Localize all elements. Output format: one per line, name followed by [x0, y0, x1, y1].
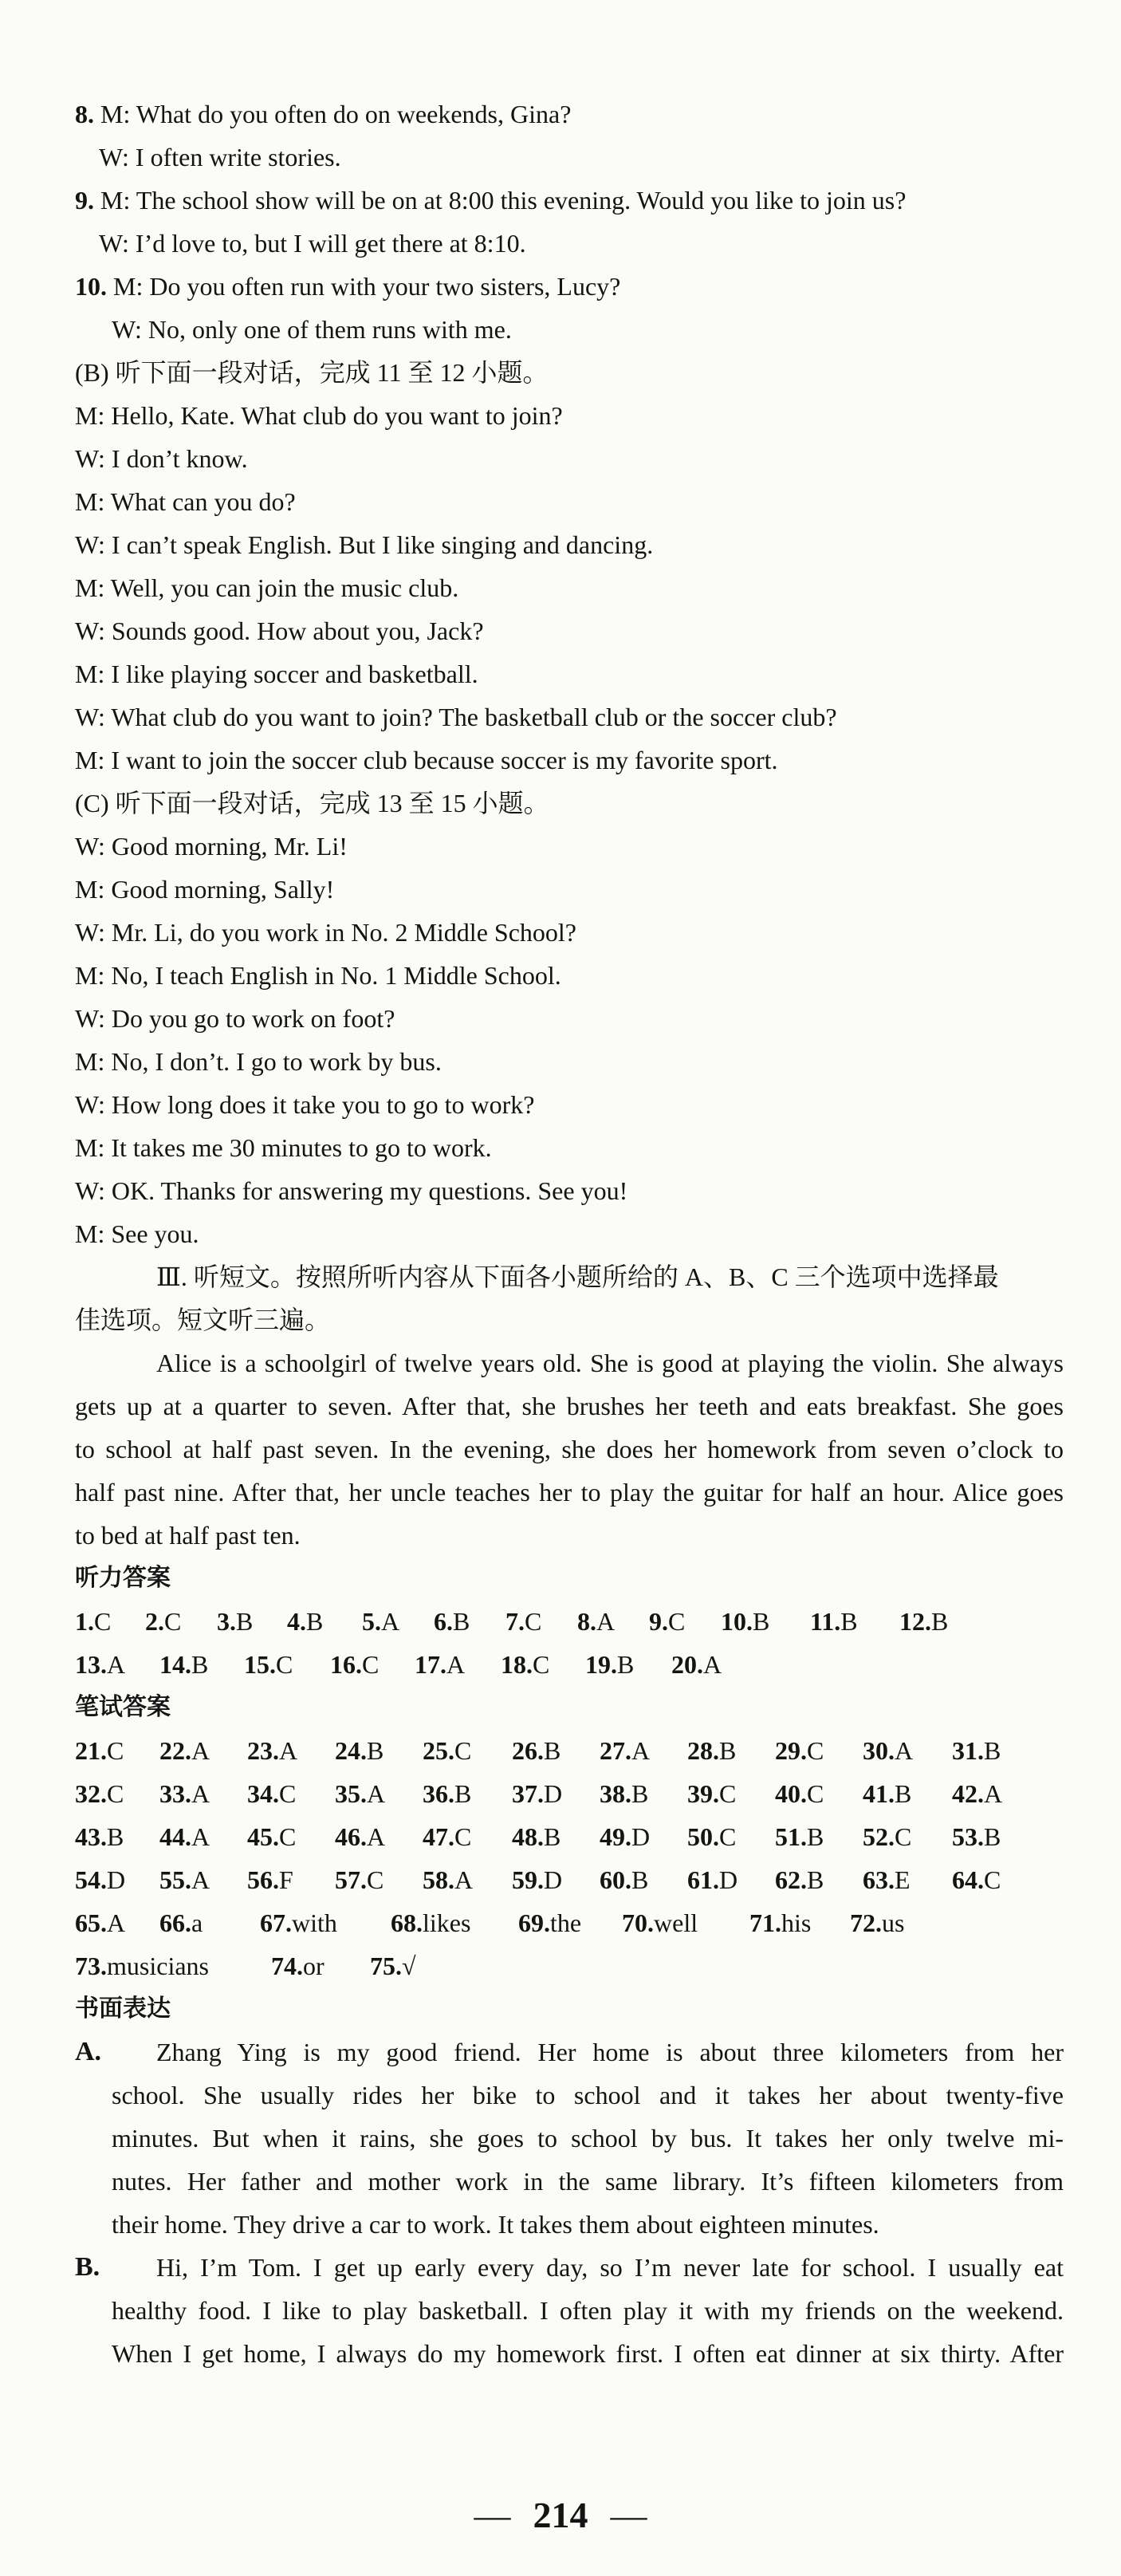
answer-value: C — [807, 1779, 824, 1808]
answer-value: B — [984, 1736, 1001, 1765]
answer-value: B — [236, 1607, 254, 1636]
answer-item — [512, 1815, 560, 1858]
answer-item — [863, 1772, 911, 1815]
answer-value: C — [107, 1736, 124, 1765]
answer-row — [0, 1729, 1121, 1772]
answer-value: C — [107, 1779, 124, 1808]
answer-item — [863, 1815, 911, 1858]
answer-value: B — [631, 1865, 649, 1894]
answer-value: A — [631, 1736, 651, 1765]
answer-item — [600, 1729, 650, 1772]
answer-number: 65. — [75, 1908, 107, 1937]
answer-row — [0, 1901, 1121, 1944]
answer-value: C — [94, 1607, 112, 1636]
answer-value: E — [895, 1865, 911, 1894]
dialog-line: W: Do you go to work on foot? — [75, 1004, 395, 1033]
answer-number: 29. — [775, 1736, 807, 1765]
answer-number: 23. — [247, 1736, 279, 1765]
answer-item — [749, 1901, 811, 1944]
listening-answers-title: 听力答案 — [75, 1564, 171, 1592]
answer-number: 40. — [775, 1779, 807, 1808]
answer-item — [330, 1643, 379, 1686]
answer-item — [671, 1643, 722, 1686]
writing-title: 书面表达 — [75, 1995, 171, 2023]
answer-item — [501, 1643, 549, 1686]
page-number-text: 214 — [533, 2495, 588, 2535]
answer-number: 64. — [952, 1865, 984, 1894]
answer-row — [0, 1858, 1121, 1901]
essay-line: minutes. But when it rains, she goes to school by bus. It takes her only twelve mi- — [112, 2124, 1064, 2153]
dialog-line: W: Sounds good. How about you, Jack? — [75, 616, 484, 645]
answer-number: 51. — [775, 1822, 807, 1851]
answer-item — [75, 1772, 124, 1815]
answer-item — [75, 1944, 209, 1987]
answer-value: C — [807, 1736, 824, 1765]
answer-item — [687, 1772, 736, 1815]
answer-number: 20. — [671, 1650, 703, 1679]
answer-number: 3. — [217, 1607, 236, 1636]
answer-number: 45. — [247, 1822, 279, 1851]
answer-value: C — [279, 1779, 297, 1808]
answer-value: D — [719, 1865, 738, 1894]
answer-value: with — [292, 1908, 337, 1937]
answer-item — [423, 1772, 471, 1815]
answer-item — [287, 1600, 323, 1643]
dialog-line: M: It takes me 30 minutes to go to work. — [75, 1133, 492, 1162]
answer-value: B — [719, 1736, 737, 1765]
answer-value: D — [544, 1779, 563, 1808]
answer-value: B — [617, 1650, 635, 1679]
passage-line: gets up at a quarter to seven. After that, she brushes her teeth and eats breakfast. She goes — [75, 1392, 1064, 1420]
dialog-line: W: I’d love to, but I will get there at 8:10. — [99, 229, 526, 258]
answer-number: 28. — [687, 1736, 719, 1765]
answer-value: C — [279, 1822, 297, 1851]
answer-item — [775, 1858, 824, 1901]
answer-item — [512, 1772, 562, 1815]
answer-item — [577, 1600, 615, 1643]
answer-item — [952, 1729, 1001, 1772]
answer-number: 63. — [863, 1865, 895, 1894]
answer-item — [75, 1901, 125, 1944]
answer-number: 36. — [423, 1779, 454, 1808]
answer-item — [75, 1600, 111, 1643]
answer-item — [423, 1729, 471, 1772]
dialog-line: W: What club do you want to join? The basketball club or the soccer club? — [75, 703, 837, 731]
answer-value: B — [753, 1607, 770, 1636]
answer-value: A — [367, 1779, 386, 1808]
answer-value: musicians — [107, 1952, 209, 1980]
dialog-line: M: What can you do? — [75, 487, 296, 516]
answer-number: 43. — [75, 1822, 107, 1851]
dialog-line: M: See you. — [75, 1219, 199, 1248]
answer-item — [505, 1600, 541, 1643]
answer-number: 53. — [952, 1822, 984, 1851]
answer-item — [159, 1643, 208, 1686]
passage-line: to bed at half past ten. — [75, 1521, 301, 1550]
passage-line: Alice is a schoolgirl of twelve years old. She is good at playing the violin. She always — [156, 1349, 1064, 1377]
answer-item — [247, 1815, 296, 1858]
answer-value: B — [631, 1779, 649, 1808]
answer-number: 44. — [159, 1822, 191, 1851]
answer-value: C — [454, 1736, 472, 1765]
answer-value: A — [191, 1865, 210, 1894]
answer-item — [687, 1729, 736, 1772]
answer-number: 42. — [952, 1779, 984, 1808]
answer-number: 35. — [335, 1779, 367, 1808]
answer-value: his — [781, 1908, 812, 1937]
answer-item — [952, 1772, 1002, 1815]
answer-value: D — [544, 1865, 563, 1894]
answer-value: A — [191, 1736, 210, 1765]
answer-value: C — [533, 1650, 550, 1679]
answer-value: C — [719, 1822, 737, 1851]
answer-item — [75, 1729, 124, 1772]
dialog-line: M: Good morning, Sally! — [75, 875, 335, 904]
answer-value: A — [596, 1607, 616, 1636]
answer-number: 70. — [622, 1908, 654, 1937]
answer-value: C — [719, 1779, 737, 1808]
answer-value: or — [303, 1952, 324, 1980]
answer-number: 61. — [687, 1865, 719, 1894]
answer-item — [600, 1858, 648, 1901]
answer-item — [622, 1901, 698, 1944]
answer-value: A — [191, 1779, 210, 1808]
answer-row — [0, 1643, 1121, 1686]
answer-row — [0, 1944, 1121, 1987]
answer-number: 6. — [434, 1607, 453, 1636]
answer-number: 15. — [244, 1650, 276, 1679]
answer-number: 37. — [512, 1779, 544, 1808]
answer-value: A — [703, 1650, 722, 1679]
answer-number: 32. — [75, 1779, 107, 1808]
answer-item — [863, 1858, 911, 1901]
section-3-instruction: 佳选项。短文听三遍。 — [75, 1306, 331, 1334]
answer-item — [391, 1901, 470, 1944]
answer-number: 7. — [505, 1607, 525, 1636]
answer-value: A — [381, 1607, 400, 1636]
answer-value: B — [895, 1779, 912, 1808]
answer-number: 24. — [335, 1736, 367, 1765]
answer-row — [0, 1772, 1121, 1815]
answer-value: D — [107, 1865, 126, 1894]
answer-number: 27. — [600, 1736, 631, 1765]
dialog-line: 10. M: Do you often run with your two sisters, Lucy? — [75, 272, 621, 301]
dialog-line: W: No, only one of them runs with me. — [112, 315, 512, 344]
answer-value: A — [107, 1908, 126, 1937]
answer-number: 59. — [512, 1865, 544, 1894]
answer-number: 52. — [863, 1822, 895, 1851]
answer-item — [217, 1600, 253, 1643]
dialog-line: M: No, I don’t. I go to work by bus. — [75, 1047, 442, 1076]
answer-item — [145, 1600, 181, 1643]
answer-value: C — [895, 1822, 912, 1851]
section-3-instruction: Ⅲ. 听短文。按照所听内容从下面各小题所给的 A、B、C 三个选项中选择最 — [156, 1262, 999, 1291]
answer-value: A — [984, 1779, 1003, 1808]
answer-number: 14. — [159, 1650, 191, 1679]
answer-value: C — [367, 1865, 384, 1894]
answer-item — [75, 1858, 125, 1901]
answer-item — [721, 1600, 769, 1643]
answer-number: 30. — [863, 1736, 895, 1765]
answer-item — [335, 1858, 384, 1901]
answer-value: A — [446, 1650, 466, 1679]
answer-number: 38. — [600, 1779, 631, 1808]
answer-item — [600, 1772, 648, 1815]
answer-value: B — [807, 1865, 824, 1894]
answer-item — [850, 1901, 904, 1944]
answer-value: C — [164, 1607, 182, 1636]
answer-number: 10. — [721, 1607, 753, 1636]
answer-item — [271, 1944, 324, 1987]
answer-item — [899, 1600, 948, 1643]
answer-number: 48. — [512, 1822, 544, 1851]
answer-value: A — [279, 1736, 298, 1765]
answer-value: us — [882, 1908, 905, 1937]
answer-item — [518, 1901, 581, 1944]
answer-value: B — [191, 1650, 209, 1679]
writing-a-label: A. — [75, 2037, 102, 2066]
dialog-line: W: Good morning, Mr. Li! — [75, 832, 348, 861]
answer-value: F — [279, 1865, 293, 1894]
answer-number: 75. — [370, 1952, 402, 1980]
answer-number: 41. — [863, 1779, 895, 1808]
answer-value: D — [631, 1822, 651, 1851]
answer-item — [775, 1772, 824, 1815]
answer-item — [952, 1815, 1001, 1858]
essay-line: nutes. Her father and mother work in the same library. It’s fifteen kilometers from — [112, 2167, 1064, 2196]
answer-number: 13. — [75, 1650, 107, 1679]
answer-item — [775, 1729, 824, 1772]
answer-number: 5. — [362, 1607, 381, 1636]
answer-value: B — [367, 1736, 384, 1765]
answer-number: 67. — [260, 1908, 292, 1937]
answer-item — [247, 1858, 293, 1901]
answer-value: B — [107, 1822, 124, 1851]
answer-item — [687, 1858, 738, 1901]
answer-number: 49. — [600, 1822, 631, 1851]
answer-item — [600, 1815, 650, 1858]
answer-item — [159, 1815, 210, 1858]
answer-value: √ — [402, 1952, 416, 1980]
answer-number: 72. — [850, 1908, 882, 1937]
answer-item — [335, 1772, 385, 1815]
answer-number: 9. — [649, 1607, 668, 1636]
answer-item — [75, 1643, 125, 1686]
answer-number: 2. — [145, 1607, 164, 1636]
answer-number: 54. — [75, 1865, 107, 1894]
written-answers-title: 笔试答案 — [75, 1693, 171, 1721]
answer-value: A — [367, 1822, 386, 1851]
answer-number: 47. — [423, 1822, 454, 1851]
answer-item — [952, 1858, 1001, 1901]
answer-item — [159, 1729, 210, 1772]
answer-value: the — [550, 1908, 582, 1937]
answer-number: 50. — [687, 1822, 719, 1851]
answer-value: a — [191, 1908, 203, 1937]
answer-value: B — [544, 1736, 561, 1765]
answer-value: A — [895, 1736, 914, 1765]
answer-value: C — [454, 1822, 472, 1851]
page-number: — 214 — — [474, 2495, 647, 2535]
answer-item — [362, 1600, 399, 1643]
dialog-line: 8. M: What do you often do on weekends, Gina? — [75, 100, 572, 128]
answer-value: B — [454, 1779, 472, 1808]
answer-item — [159, 1772, 210, 1815]
answer-item — [687, 1815, 736, 1858]
answer-item — [75, 1815, 124, 1858]
answer-item — [159, 1901, 203, 1944]
answer-number: 18. — [501, 1650, 533, 1679]
dialog-line: 9. M: The school show will be on at 8:00 this evening. Would you like to join us? — [75, 186, 907, 215]
answer-number: 57. — [335, 1865, 367, 1894]
answer-number: 8. — [577, 1607, 596, 1636]
dialog-line: M: Well, you can join the music club. — [75, 573, 459, 602]
essay-line: healthy food. I like to play basketball. I often play it with my friends on the weekend. — [112, 2296, 1064, 2325]
answer-number: 73. — [75, 1952, 107, 1980]
answer-value: B — [931, 1607, 949, 1636]
answer-value: C — [276, 1650, 293, 1679]
answer-value: C — [362, 1650, 380, 1679]
answer-item — [863, 1729, 913, 1772]
answer-number: 56. — [247, 1865, 279, 1894]
answer-value: A — [454, 1865, 474, 1894]
answer-item — [585, 1643, 634, 1686]
answer-number: 16. — [330, 1650, 362, 1679]
answer-number: 60. — [600, 1865, 631, 1894]
answer-number: 1. — [75, 1607, 94, 1636]
answer-row — [0, 1600, 1121, 1643]
answer-number: 62. — [775, 1865, 807, 1894]
answer-number: 11. — [810, 1607, 841, 1636]
answer-number: 34. — [247, 1779, 279, 1808]
writing-b-label: B. — [75, 2252, 100, 2282]
answer-number: 39. — [687, 1779, 719, 1808]
answer-item — [649, 1600, 685, 1643]
answer-number: 4. — [287, 1607, 306, 1636]
answer-item — [512, 1858, 562, 1901]
answer-row — [0, 1815, 1121, 1858]
answer-value: B — [984, 1822, 1001, 1851]
answer-value: B — [807, 1822, 824, 1851]
section-b-title: (B) 听下面一段对话，完成 11 至 12 小题。 — [75, 358, 549, 387]
answer-value: likes — [423, 1908, 471, 1937]
answer-item — [775, 1815, 824, 1858]
passage-line: half past nine. After that, her uncle teaches her to play the guitar for half an hour. Alice goes — [75, 1478, 1064, 1507]
answer-number: 12. — [899, 1607, 931, 1636]
answer-item — [810, 1600, 858, 1643]
answer-number: 17. — [415, 1650, 446, 1679]
answer-number: 31. — [952, 1736, 984, 1765]
dialog-line: M: I like playing soccer and basketball. — [75, 660, 478, 688]
answer-number: 58. — [423, 1865, 454, 1894]
answer-value: B — [306, 1607, 324, 1636]
answer-number: 69. — [518, 1908, 550, 1937]
answer-item — [415, 1643, 465, 1686]
answer-value: B — [453, 1607, 470, 1636]
answer-value: B — [840, 1607, 858, 1636]
answer-item — [335, 1815, 385, 1858]
section-c-title: (C) 听下面一段对话，完成 13 至 15 小题。 — [75, 789, 549, 817]
answer-number: 66. — [159, 1908, 191, 1937]
dialog-line: W: I don’t know. — [75, 444, 248, 473]
answer-item — [260, 1901, 337, 1944]
answer-number: 71. — [749, 1908, 781, 1937]
dialog-line: W: OK. Thanks for answering my questions. See you! — [75, 1176, 628, 1205]
essay-line: Zhang Ying is my good friend. Her home is about three kilometers from her — [156, 2038, 1064, 2066]
dialog-line: W: Mr. Li, do you work in No. 2 Middle School? — [75, 918, 576, 947]
dialog-line: W: How long does it take you to go to work? — [75, 1090, 535, 1119]
answer-number: 25. — [423, 1736, 454, 1765]
answer-value: C — [984, 1865, 1001, 1894]
answer-item — [370, 1944, 416, 1987]
answer-number: 74. — [271, 1952, 303, 1980]
answer-item — [335, 1729, 384, 1772]
dialog-line: M: I want to join the soccer club because soccer is my favorite sport. — [75, 746, 778, 774]
answer-value: C — [668, 1607, 686, 1636]
answer-number: 22. — [159, 1736, 191, 1765]
answer-number: 33. — [159, 1779, 191, 1808]
dialog-line: W: I often write stories. — [99, 143, 341, 171]
answer-number: 26. — [512, 1736, 544, 1765]
answer-item — [247, 1772, 296, 1815]
answer-item — [159, 1858, 210, 1901]
answer-item — [434, 1600, 470, 1643]
answer-number: 55. — [159, 1865, 191, 1894]
answer-item — [423, 1858, 473, 1901]
answer-number: 68. — [391, 1908, 423, 1937]
dialog-line: M: No, I teach English in No. 1 Middle School. — [75, 961, 561, 990]
answer-item — [244, 1643, 293, 1686]
answer-value: well — [654, 1908, 698, 1937]
answer-item — [247, 1729, 297, 1772]
answer-item — [423, 1815, 471, 1858]
answer-value: B — [544, 1822, 561, 1851]
essay-line: their home. They drive a car to work. It takes them about eighteen minutes. — [112, 2210, 879, 2239]
dialog-line: W: I can’t speak English. But I like singing and dancing. — [75, 530, 654, 559]
answer-value: C — [525, 1607, 542, 1636]
answer-item — [512, 1729, 560, 1772]
essay-line: When I get home, I always do my homework first. I often eat dinner at six thirty. After — [112, 2339, 1064, 2368]
essay-line: school. She usually rides her bike to school and it takes her about twenty-five — [112, 2081, 1064, 2109]
answer-value: A — [191, 1822, 210, 1851]
answer-value: A — [107, 1650, 126, 1679]
answer-number: 46. — [335, 1822, 367, 1851]
dialog-line: M: Hello, Kate. What club do you want to join? — [75, 401, 563, 430]
answer-number: 19. — [585, 1650, 617, 1679]
essay-line: Hi, I’m Tom. I get up early every day, so I’m never late for school. I usually eat — [156, 2253, 1064, 2282]
answer-number: 21. — [75, 1736, 107, 1765]
passage-line: to school at half past seven. In the evening, she does her homework from seven o’clock to — [75, 1435, 1064, 1463]
